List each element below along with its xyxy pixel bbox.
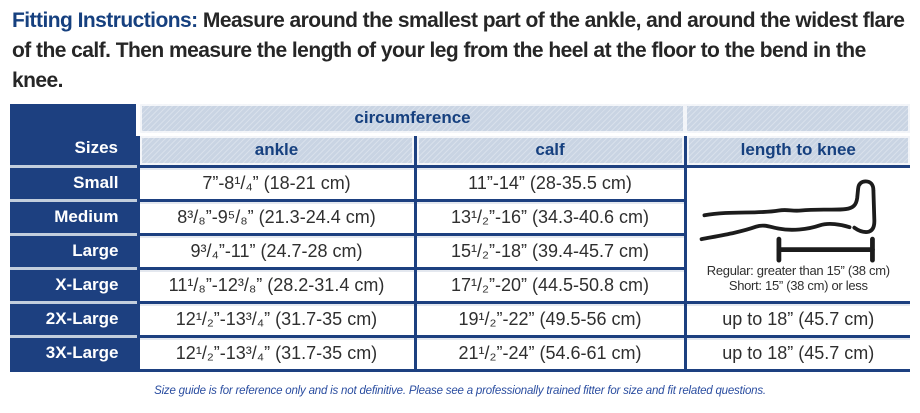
size-table	[10, 104, 910, 372]
ankle-measurement-cell: 9³/₄”-11” (24.7-28 cm)	[138, 234, 415, 268]
leg-measurement-icon	[696, 179, 900, 263]
calf-column-header: calf	[415, 134, 685, 166]
table-row-3x-large	[10, 336, 910, 370]
circumference-header-cell: circumference	[138, 104, 685, 134]
ankle-measurement-cell: 7”-8¹/₄” (18-21 cm)	[138, 166, 415, 200]
ankle-column-header: ankle	[138, 134, 415, 166]
length-measurement-cell: up to 18” (45.7 cm)	[685, 302, 910, 336]
calf-measurement-cell: 15¹/₂”-18” (39.4-45.7 cm)	[415, 234, 685, 268]
size-row-label: Large	[10, 234, 138, 268]
calf-measurement-cell: 19¹/₂”-22” (49.5-56 cm)	[415, 302, 685, 336]
table-header-columns-row	[10, 134, 910, 166]
fitting-instructions	[0, 0, 920, 96]
length-to-knee-note-cell	[685, 166, 910, 302]
size-row-label: Small	[10, 166, 138, 200]
length-regular-note: Regular: greater than 15” (38 cm)	[706, 262, 890, 278]
ankle-measurement-cell: 12¹/₂”-13³/₄” (31.7-35 cm)	[138, 336, 415, 370]
table-row-small	[10, 166, 910, 200]
table-row-2x-large	[10, 302, 910, 336]
size-row-label: X-Large	[10, 268, 138, 302]
sizes-header-cell: Sizes	[10, 104, 138, 166]
length-to-knee-column-header: length to knee	[685, 134, 910, 166]
size-row-label: 3X-Large	[10, 336, 138, 370]
fitting-instructions-label: Fitting Instructions:	[12, 9, 198, 32]
table-header-band-row	[10, 104, 910, 134]
size-guide-disclaimer: Size guide is for reference only and is not definitive. Please see a professionally trained fitter for size and fit related questions.	[154, 384, 766, 397]
circumference-spacer-cell	[685, 104, 910, 134]
ankle-measurement-cell: 11¹/₈”-12³/₈” (28.2-31.4 cm)	[138, 268, 415, 302]
size-row-label: 2X-Large	[10, 302, 138, 336]
fitting-instructions-text: Measure around the smallest part of the ankle, and around the widest flare of the calf. Then measure the length of your leg from the heel at the floor to the bend in the knee.	[12, 9, 905, 93]
calf-measurement-cell: 13¹/₂”-16” (34.3-40.6 cm)	[415, 200, 685, 234]
calf-measurement-cell: 21¹/₂”-24” (54.6-61 cm)	[415, 336, 685, 370]
calf-measurement-cell: 17¹/₂”-20” (44.5-50.8 cm)	[415, 268, 685, 302]
length-short-note: Short: 15” (38 cm) or less	[728, 278, 868, 294]
ankle-measurement-cell: 12¹/₂”-13³/₄” (31.7-35 cm)	[138, 302, 415, 336]
ankle-measurement-cell: 8³/₈”-9⁵/₈” (21.3-24.4 cm)	[138, 200, 415, 234]
calf-measurement-cell: 11”-14” (28-35.5 cm)	[415, 166, 685, 200]
size-row-label: Medium	[10, 200, 138, 234]
length-measurement-cell: up to 18” (45.7 cm)	[685, 336, 910, 370]
